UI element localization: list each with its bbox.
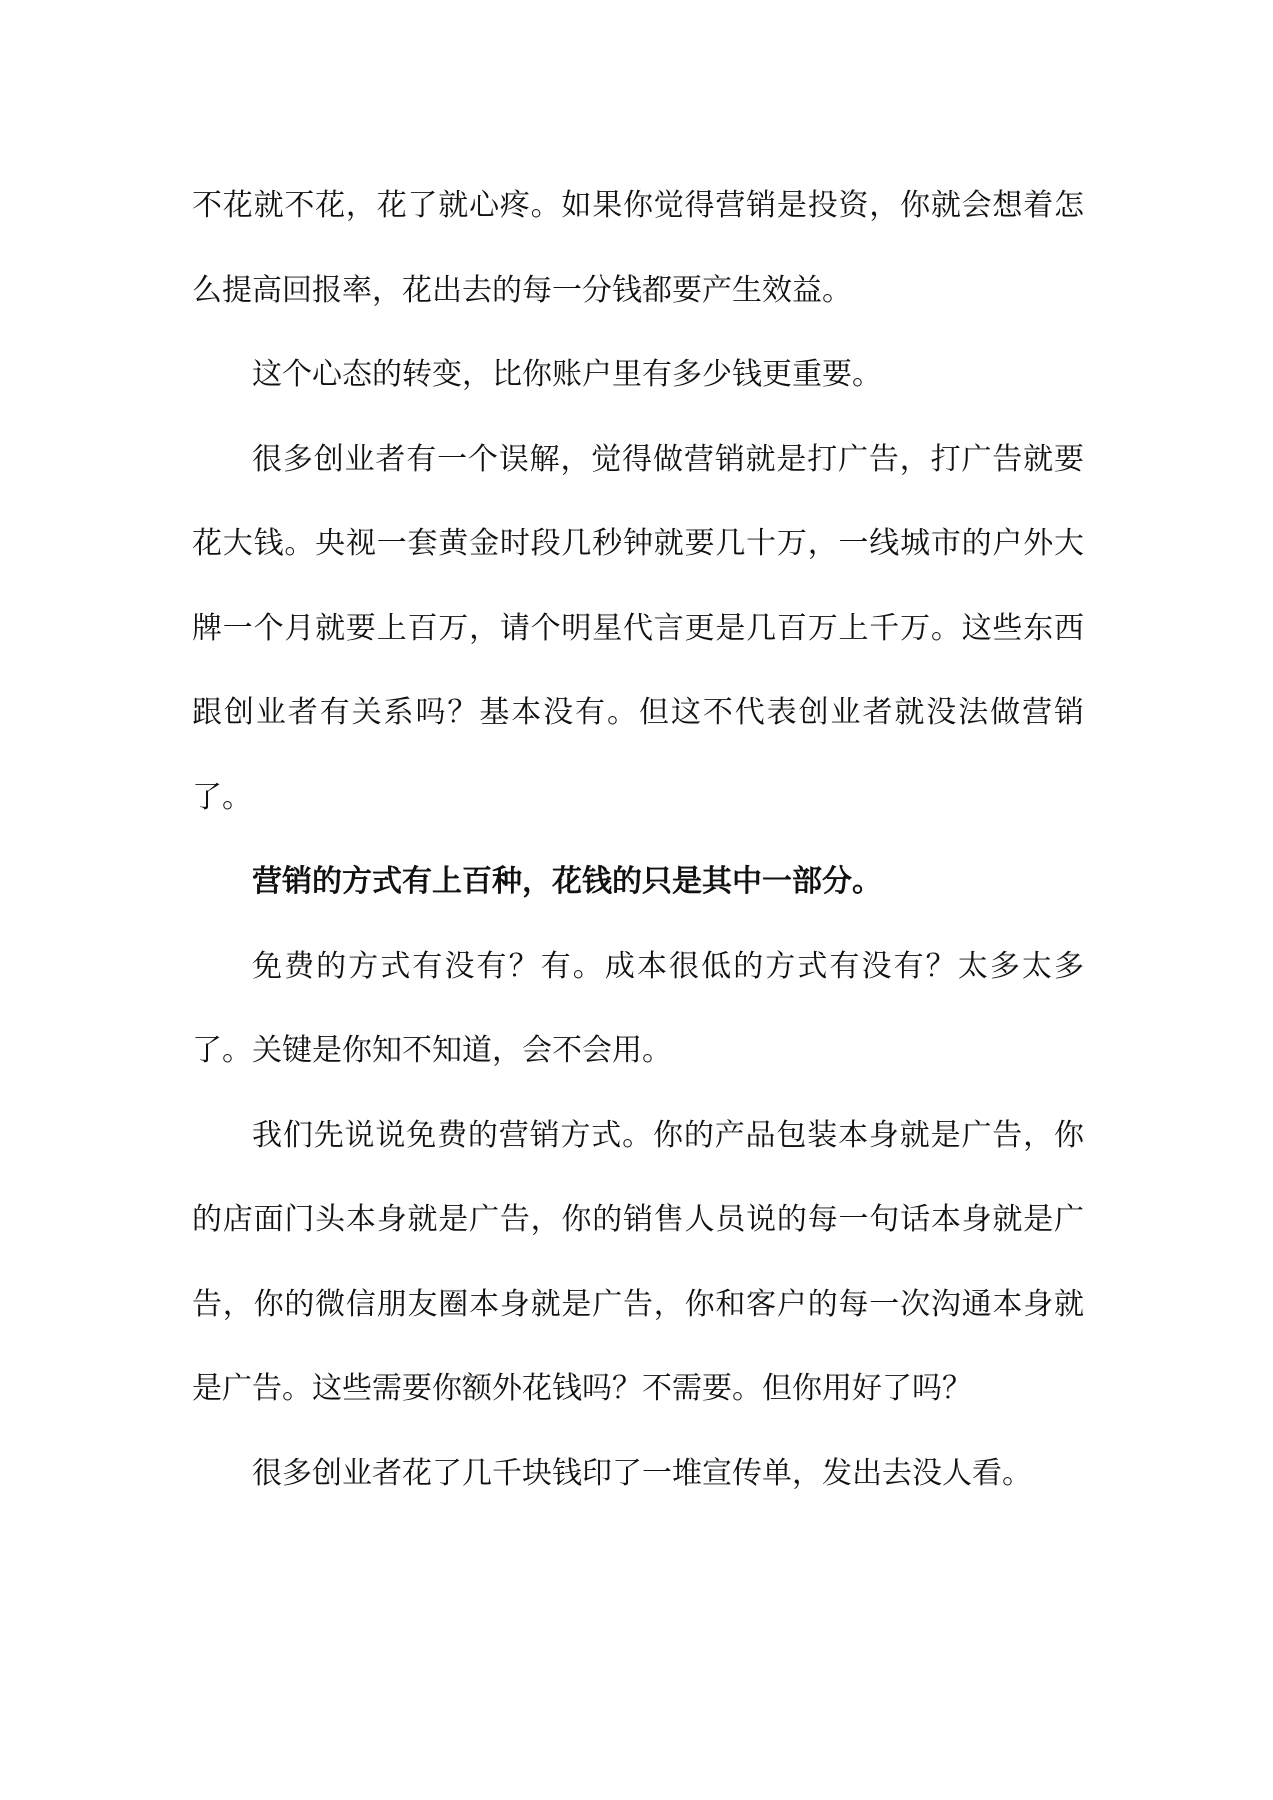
paragraph: 我们先说说免费的营销方式。你的产品包装本身就是广告，你的店面门头本身就是广告，你的销售人员说的每一句话本身就是广告，你的微信朋友圈本身就是广告，你和客户的每一次沟通本身就是广告。这些需要你额外花钱吗？不需要。但你用好了吗？	[192, 1117, 1084, 1406]
paragraph: 很多创业者有一个误解，觉得做营销就是打广告，打广告就要花大钱。央视一套黄金时段几秒钟就要几十万，一线城市的户外大牌一个月就要上百万，请个明星代言更是几百万上千万。这些东西跟创业者有关系吗？基本没有。但这不代表创业者就没法做营销了。	[192, 441, 1084, 815]
paragraph: 很多创业者花了几千块钱印了一堆宣传单，发出去没人看。	[252, 1455, 1032, 1491]
paragraph: 免费的方式有没有？有。成本很低的方式有没有？太多太多了。关键是你知不知道，会不会用。	[192, 948, 1084, 1068]
body-text	[192, 164, 1084, 1516]
bold-paragraph: 营销的方式有上百种，花钱的只是其中一部分。	[252, 864, 882, 899]
paragraph-continued: 不花就不花，花了就心疼。如果你觉得营销是投资，你就会想着怎么提高回报率，花出去的每一分钱都要产生效益。	[192, 188, 1084, 308]
paragraph: 这个心态的转变，比你账户里有多少钱更重要。	[252, 357, 882, 392]
